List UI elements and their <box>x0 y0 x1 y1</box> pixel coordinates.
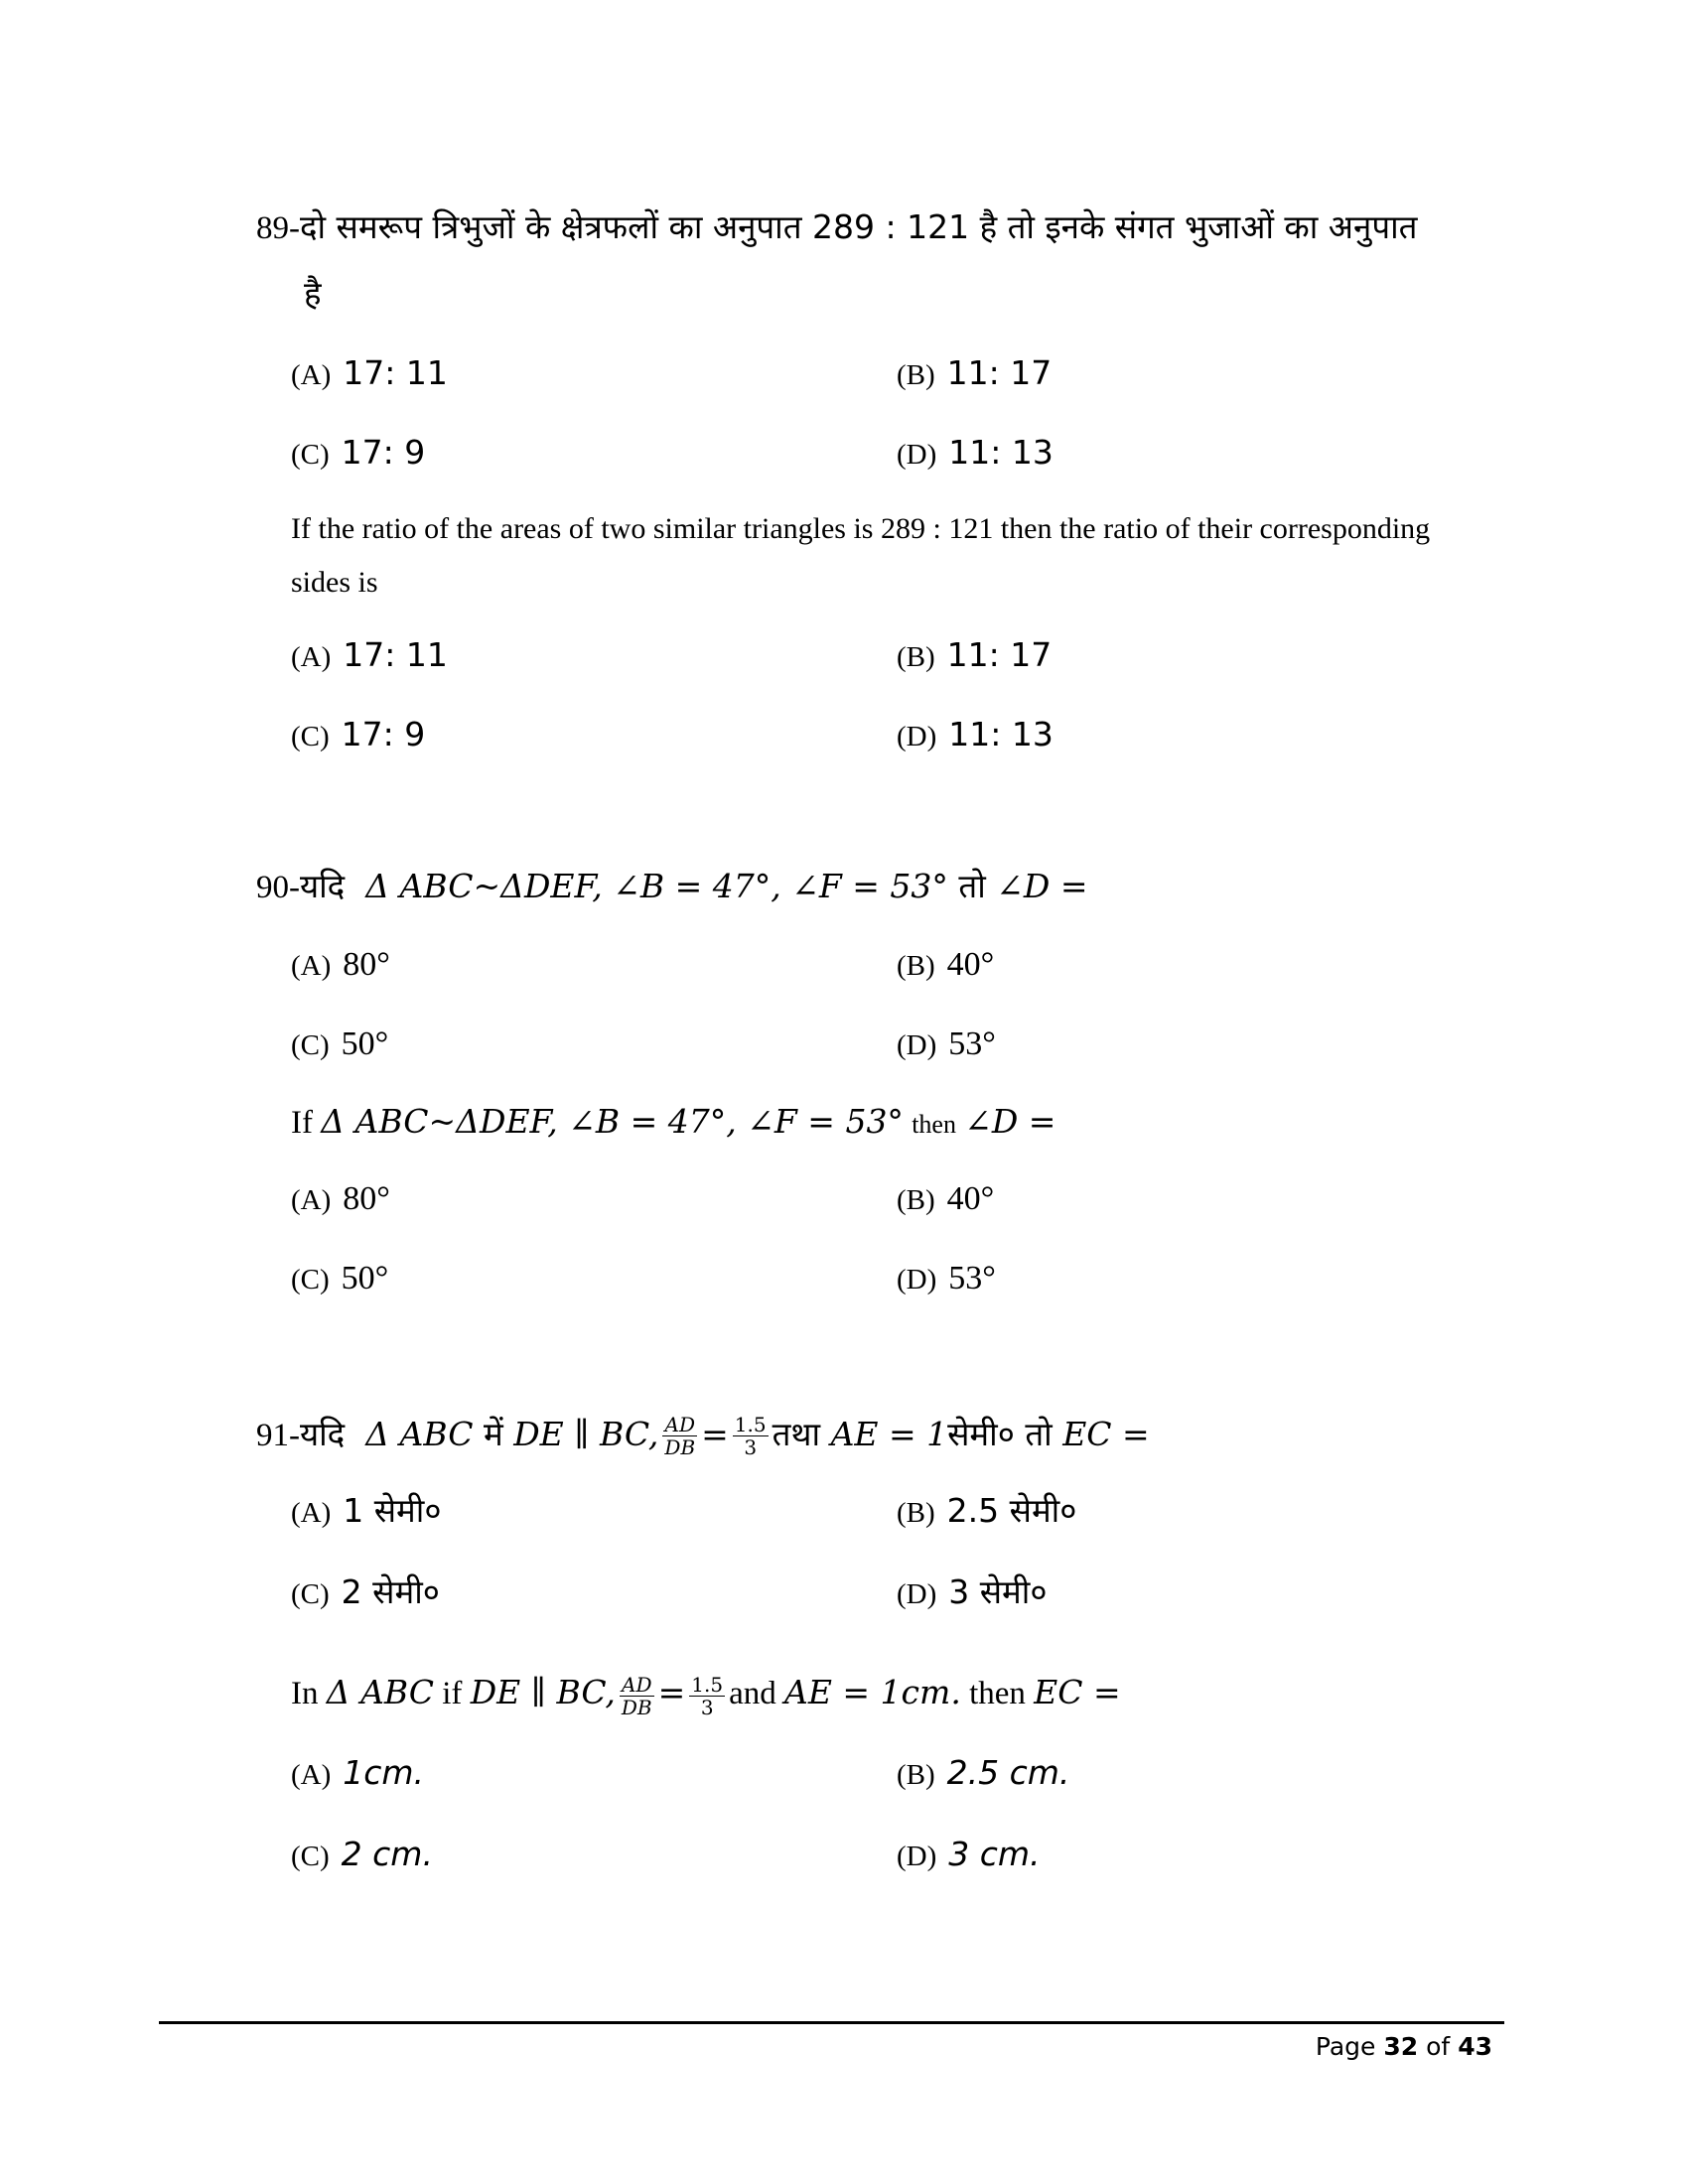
q91-english-stem: In Δ ABC if DE ∥ BC, $\frac{AD}{DB}$ = $\frac{1.5}{3}$ and AE = 1cm. then EC = <box>291 1672 1121 1719</box>
q91-hi-option-b[interactable]: (B) 2.5 सेमी० <box>897 1491 1077 1530</box>
q89-en-option-b[interactable]: (B) 11: 17 <box>897 635 1053 674</box>
question-text: दो समरूप त्रिभुजों के क्षेत्रफलों का अनुपात 289 : 121 है तो इनके संगत भुजाओं का अनुपात <box>300 207 1418 246</box>
q90-hi-option-d[interactable]: (D) 53° <box>897 1025 996 1062</box>
fraction-ad-db: $\frac{AD}{DB}$ <box>621 1672 652 1719</box>
question-number: 91- <box>256 1418 300 1453</box>
q89-english-stem: If the ratio of the areas of two similar triangles is 289 : 121 then the ratio of their corresponding sides is <box>291 512 1431 599</box>
question-text-cont: है <box>304 274 322 313</box>
q91-en-option-b[interactable]: (B) 2.5 cm. <box>897 1753 1070 1792</box>
q89-hi-option-b[interactable]: (B) 11: 17 <box>897 353 1053 392</box>
math-expression: Δ ABC~ΔDEF, ∠B = 47°, ∠F = 53° <box>365 867 948 905</box>
q90-hi-option-a[interactable]: (A) 80° <box>291 946 390 983</box>
q89-hi-option-d[interactable]: (D) 11: 13 <box>897 433 1054 472</box>
q90-en-option-d[interactable]: (D) 53° <box>897 1260 996 1297</box>
q91-hi-option-a[interactable]: (A) 1 सेमी० <box>291 1491 442 1530</box>
q91-hi-option-d[interactable]: (D) 3 सेमी० <box>897 1572 1048 1611</box>
fraction-ratio: $\frac{1.5}{3}$ <box>691 1672 724 1719</box>
q91-hindi-stem: 91-यदि Δ ABC में DE ∥ BC, $\frac{AD}{DB}$ = $\frac{1.5}{3}$ तथा AE = 1सेमी० तो EC = <box>256 1413 1150 1459</box>
q90-en-option-b[interactable]: (B) 40° <box>897 1180 995 1217</box>
q91-hi-option-c[interactable]: (C) 2 सेमी० <box>291 1572 440 1611</box>
q90-en-option-c[interactable]: (C) 50° <box>291 1260 389 1297</box>
q91-en-option-c[interactable]: (C) 2 cm. <box>291 1835 433 1873</box>
q89-hi-option-a[interactable]: (A) 17: 11 <box>291 353 448 392</box>
q89-en-option-a[interactable]: (A) 17: 11 <box>291 635 448 674</box>
q91-en-option-a[interactable]: (A) 1cm. <box>291 1753 425 1792</box>
q89-hi-option-c[interactable]: (C) 17: 9 <box>291 433 426 472</box>
q90-english-stem: If Δ ABC~ΔDEF, ∠B = 47°, ∠F = 53° then ∠D = <box>291 1102 1056 1141</box>
q90-hi-option-c[interactable]: (C) 50° <box>291 1025 389 1062</box>
page-number: Page 32 of 43 <box>1315 2032 1492 2061</box>
q90-hindi-stem: 90-यदि Δ ABC~ΔDEF, ∠B = 47°, ∠F = 53° तो ∠D = <box>256 867 1088 905</box>
q90-en-option-a[interactable]: (A) 80° <box>291 1180 390 1217</box>
q91-en-option-d[interactable]: (D) 3 cm. <box>897 1835 1041 1873</box>
footer-divider <box>159 2021 1504 2024</box>
q89-en-option-c[interactable]: (C) 17: 9 <box>291 715 426 753</box>
q89-hindi-stem <box>256 195 1497 327</box>
q89-en-option-d[interactable]: (D) 11: 13 <box>897 715 1054 753</box>
q90-hi-option-b[interactable]: (B) 40° <box>897 946 995 983</box>
question-number: 89- <box>256 210 300 246</box>
fraction-ratio: $\frac{1.5}{3}$ <box>734 1413 767 1459</box>
fraction-ad-db: $\frac{AD}{DB}$ <box>664 1413 696 1459</box>
question-number: 90- <box>256 870 300 905</box>
